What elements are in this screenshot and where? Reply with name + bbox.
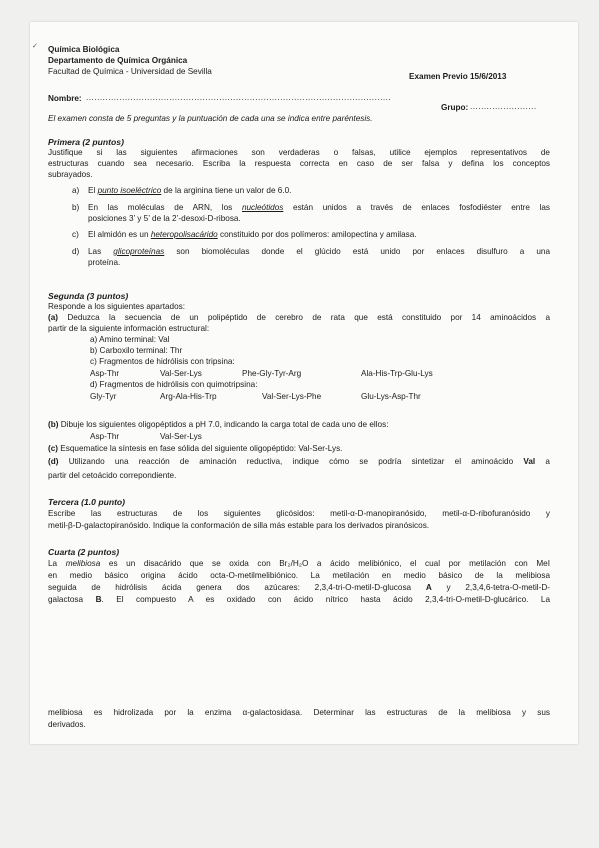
chymotrypsin-fragment: Glu-Lys-Asp-Thr (361, 392, 421, 401)
q2-title: Segunda (3 puntos) (48, 291, 129, 301)
chymotrypsin-fragment: Arg-Ala-His-Trp (160, 392, 217, 401)
q1-a-statement: El punto isoeléctrico de la arginina tiene un valor de 6.0. (88, 186, 292, 195)
q1-d-letter: d) (72, 247, 80, 256)
q1-c-term: heteropolisacárido (150, 230, 218, 239)
q4-line3: seguida de hidrólisis ácida genera dos azúcares: 2,3,4-tri-O-metil-D-glucosa A y 2,3,4,6-tetra-O-metil-D- (48, 583, 550, 592)
exam-instructions: El examen consta de 5 preguntas y la puntuación de cada una se indica entre paréntesis. (48, 114, 373, 123)
q1-b-letter: b) (72, 203, 80, 212)
q2-d-line1: (d) Utilizando una reacción de aminación reductiva, indique cómo se podría sintetizar el aminoácido Val a (48, 457, 550, 466)
chymotrypsin-fragment: Gly-Tyr (90, 392, 117, 401)
q1-d-term: glicoproteínas (113, 247, 165, 256)
b-peptide: Asp-Thr (90, 432, 120, 441)
b-peptide: Val-Ser-Lys (160, 432, 202, 441)
trypsin-fragment: Asp-Thr (90, 369, 120, 378)
q3-line1: Escribe las estructuras de los siguientes glicósidos: metil-α-D-manopiranósido, metil-α-D-ribofuranósido y (48, 509, 550, 518)
trypsin-fragment: Ala-His-Trp-Glu-Lys (361, 369, 433, 378)
exam-title: Examen Previo 15/6/2013 (409, 72, 507, 81)
q2-a-line1: (a) Deduzca la secuencia de un polipéptido de cerebro de rata que está constituido por 14 aminoácidos a (48, 313, 550, 322)
q2-a-line2: partir de la siguiente información estructural: (48, 324, 210, 333)
q1-d-statement: Las glicoproteínas son biomoléculas donde el glúcido está unido por enlaces disulfuro a una (88, 247, 550, 256)
q2-c-line: (c) Esquematice la síntesis en fase sólida del siguiente oligopéptido: Val-Ser-Lys. (48, 444, 343, 453)
q1-intro-line1: Justifique si las siguientes afirmaciones son verdaderas o falsas, utilice ejemplos representativos de (48, 148, 550, 157)
carboxy-terminal: b) Carboxilo terminal: Thr (90, 346, 183, 355)
name-field[interactable]: .............................................................................................................. (86, 93, 392, 102)
amino-terminal: a) Amino terminal: Val (90, 335, 170, 344)
q2-b-line: (b) Dibuje los siguientes oligopéptidos a pH 7.0, indicando la carga total de cada uno de ellos: (48, 420, 389, 429)
q4-line1: La melibiosa es un disacárido que se oxida con Br₂/H₂O a ácido melibiónico, el cual por metilación con MeI (48, 559, 550, 568)
chymotrypsin-fragment: Val-Ser-Lys-Phe (262, 392, 322, 401)
q3-line2: metil-β-D-galactopiranósido. Indique la conformación de silla más estable para los derivados piranósicos. (48, 521, 430, 530)
trypsin-title: c) Fragmentos de hidrólisis con tripsina: (90, 357, 235, 366)
q1-c-letter: c) (72, 230, 79, 239)
q1-intro-line2: estructuras cuando sea necesario. Escriba la respuesta correcta en caso de ser falsa y defina los conceptos (48, 159, 550, 168)
check-mark-icon: ✓ (32, 43, 38, 50)
q4-line6: derivados. (48, 720, 86, 729)
q4-line5: melibiosa es hidrolizada por la enzima α-galactosidasa. Determinar las estructuras de la melibiosa y sus (48, 708, 550, 717)
department-name: Departamento de Química Orgánica (48, 56, 188, 65)
q1-a-letter: a) (72, 186, 80, 195)
chymotrypsin-title: d) Fragmentos de hidrólisis con quimotripsina: (90, 380, 258, 389)
q3-title: Tercera (1.0 punto) (48, 497, 126, 507)
q2-d-line2: partir del cetoácido correpondiente. (48, 471, 177, 480)
q1-b-line2: posiciones 3’ y 5’ de la 2’-desoxi-D-ribosa. (88, 214, 241, 223)
q2-intro: Responde a los siguientes apartados: (48, 302, 186, 311)
q1-d-line2: proteína. (88, 258, 121, 267)
melibiosa-term: melibiosa (65, 559, 101, 568)
q4-line4: galactosa B. El compuesto A es oxidado con ácido nítrico hasta ácido 2,3,4-tri-O-metil-D-glucárico. La (48, 595, 551, 604)
q1-b-statement: En las moléculas de ARN, los nucleótidos están unidos a través de enlaces fosfodiéster entre las (88, 203, 551, 212)
group-field[interactable]: ........................ (470, 102, 537, 111)
q4-title: Cuarta (2 puntos) (48, 547, 120, 557)
q1-c-statement: El almidón es un heteropolisacárido constituido por dos polímeros: amilopectina y amilasa. (88, 230, 417, 239)
trypsin-fragment: Val-Ser-Lys (160, 369, 202, 378)
name-label: Nombre: (48, 94, 82, 103)
q1-title: Primera (2 puntos) (48, 137, 124, 147)
group-label: Grupo: (441, 103, 469, 112)
exam-paper (30, 22, 578, 744)
subject-title: Química Biológica (48, 45, 120, 54)
q1-b-term: nucleótidos (241, 203, 284, 212)
q1-a-term: punto isoeléctrico (97, 186, 162, 195)
trypsin-fragment: Phe-Gly-Tyr-Arg (242, 369, 302, 378)
faculty-name: Facultad de Química - Universidad de Sevilla (48, 67, 212, 76)
q1-intro-line3: subrayados. (48, 170, 93, 179)
q4-line2: en medio básico origina ácido octa-O-metilmelibiónico. La metilación en medio básico de la melibiosa (48, 571, 550, 580)
